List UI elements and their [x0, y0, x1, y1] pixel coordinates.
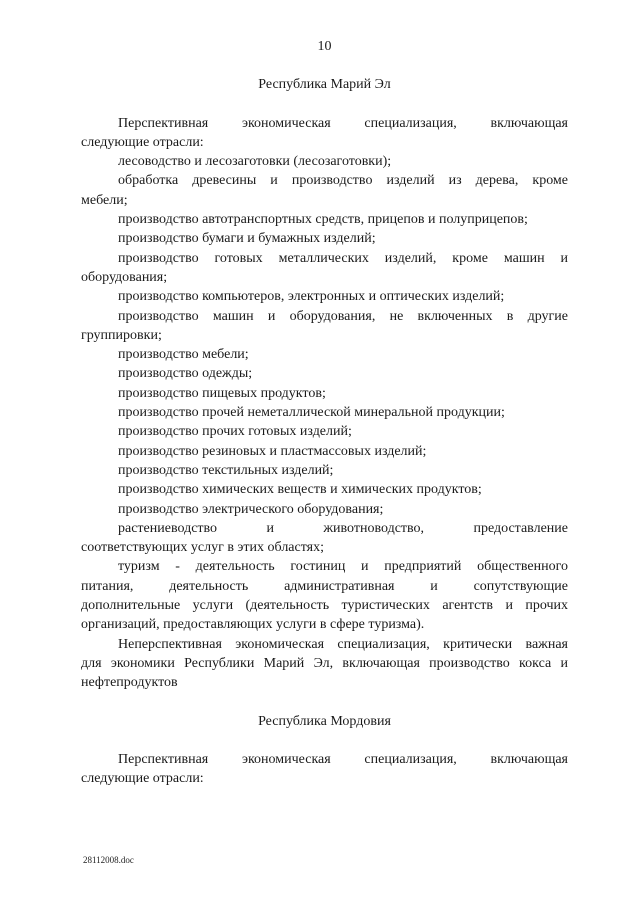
- paragraph: [81, 287, 568, 306]
- text-line: производство одежды;: [118, 366, 253, 382]
- paragraph: [81, 422, 568, 441]
- text-line: обработка древесины и производство изделий из дерева, кроме: [118, 173, 568, 189]
- paragraph: [81, 249, 568, 288]
- paragraph: [81, 210, 568, 229]
- paragraph: [81, 750, 568, 789]
- text-line: производство текстильных изделий;: [118, 462, 334, 478]
- text-line: соответствующих услуг в этих областях;: [81, 540, 324, 556]
- text-line: Неперспективная экономическая специализация, критически важная: [118, 636, 568, 652]
- text-line: производство прочих готовых изделий;: [118, 424, 352, 440]
- text-line: Перспективная экономическая специализация, включающая: [118, 115, 568, 131]
- section-marij-el: [81, 75, 568, 692]
- paragraph: [81, 152, 568, 171]
- paragraph: [81, 307, 568, 346]
- text-line: производство электрического оборудования;: [118, 501, 384, 517]
- paragraph: [81, 403, 568, 422]
- paragraph: [81, 519, 568, 558]
- section-heading: Республика Мордовия: [258, 713, 391, 729]
- text-line: дополнительные услуги (деятельность туристических агентств и прочих: [81, 598, 568, 614]
- text-line: группировки;: [81, 327, 162, 343]
- section-heading: Республика Марий Эл: [258, 77, 391, 93]
- text-line: производство резиновых и пластмассовых изделий;: [118, 443, 427, 459]
- section-mordovia: [81, 712, 568, 789]
- paragraph: [81, 364, 568, 383]
- text-line: нефтепродуктов: [81, 675, 178, 691]
- text-line: лесоводство и лесозаготовки (лесозаготовки);: [118, 154, 392, 170]
- paragraph: [81, 442, 568, 461]
- footer-filename: 28112008.doc: [83, 855, 134, 865]
- document-content: [81, 37, 568, 788]
- text-line: растениеводство и животноводство, предоставление: [118, 520, 568, 536]
- text-line: производство прочей неметаллической минеральной продукции;: [118, 405, 505, 421]
- text-line: следующие отрасли:: [81, 771, 204, 787]
- text-line: производство автотранспортных средств, прицепов и полуприцепов;: [118, 212, 528, 228]
- text-line: следующие отрасли:: [81, 134, 204, 150]
- text-line: производство бумаги и бумажных изделий;: [118, 231, 376, 247]
- paragraph: [81, 557, 568, 634]
- text-line: производство машин и оборудования, не включенных в другие: [118, 308, 568, 324]
- text-line: производство мебели;: [118, 347, 249, 363]
- page-number: 10: [317, 39, 332, 54]
- text-line: для экономики Республики Марий Эл, включающая производство кокса и: [81, 655, 568, 671]
- paragraph: [81, 229, 568, 248]
- paragraph: [81, 114, 568, 153]
- paragraph: [81, 461, 568, 480]
- paragraph: [81, 345, 568, 364]
- paragraph: [81, 480, 568, 499]
- paragraph: [81, 171, 568, 210]
- text-line: мебели;: [81, 192, 128, 208]
- paragraph: [81, 635, 568, 693]
- paragraph: [81, 500, 568, 519]
- text-line: Перспективная экономическая специализация, включающая: [118, 751, 568, 767]
- text-line: производство готовых металлических изделий, кроме машин и: [118, 250, 568, 266]
- text-line: производство химических веществ и химических продуктов;: [118, 482, 482, 498]
- text-line: организаций, предоставляющих услуги в сфере туризма).: [81, 617, 425, 633]
- text-line: туризм - деятельность гостиниц и предприятий общественного: [118, 559, 568, 575]
- text-line: оборудования;: [81, 269, 168, 285]
- text-line: питания, деятельность административная и сопутствующие: [81, 578, 568, 594]
- text-line: производство компьютеров, электронных и оптических изделий;: [118, 289, 505, 305]
- text-line: производство пищевых продуктов;: [118, 385, 326, 401]
- paragraph: [81, 384, 568, 403]
